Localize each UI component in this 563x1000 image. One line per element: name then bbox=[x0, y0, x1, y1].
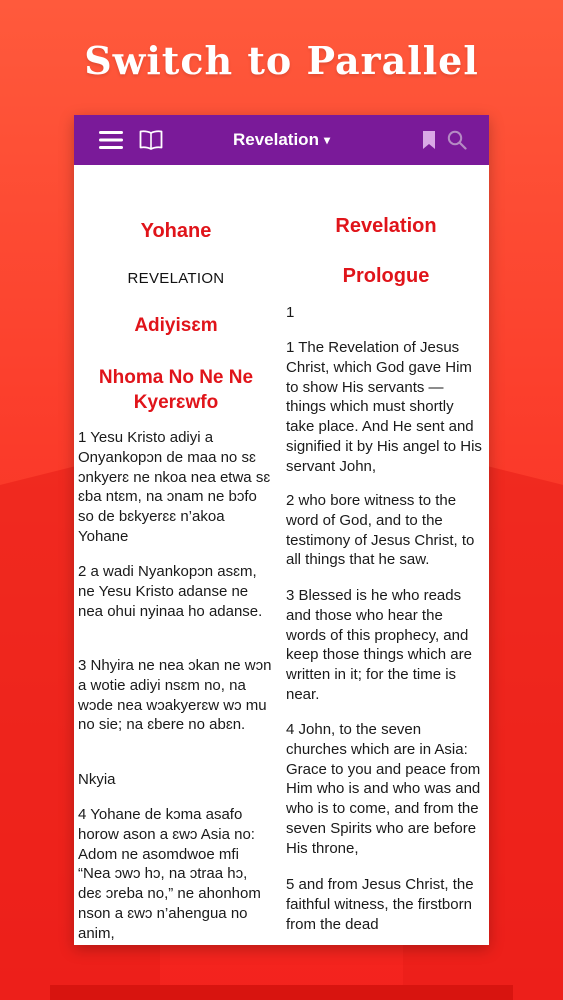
left-section-label: Nkyia bbox=[78, 771, 116, 788]
left-book-name: Yohane bbox=[140, 220, 212, 242]
right-translation-column bbox=[286, 165, 486, 945]
background-bottom-band bbox=[50, 985, 513, 1000]
chapter-number: 1 bbox=[286, 304, 295, 321]
left-section-heading: Adiyisɛm bbox=[134, 315, 218, 336]
right-verse-4[interactable]: 4 John, to the seven churches which are in Asia: Grace to you and peace from Him who is and who was and who is to come, and from the seven Spirits who are before His throne, bbox=[286, 721, 481, 857]
right-verse-5[interactable]: 5 and from Jesus Christ, the faithful witness, the firstborn from the dead bbox=[286, 876, 474, 933]
book-icon[interactable] bbox=[138, 115, 164, 165]
top-navbar bbox=[74, 115, 489, 165]
left-verse-2[interactable]: 2 a wadi Nyankopɔn asɛm, ne Yesu Kristo adanse ne nea ohui nyinaa ho adanse. bbox=[78, 563, 263, 620]
right-verse-1[interactable]: 1 The Revelation of Jesus Christ, which God gave Him to show His servants — things which must shortly take place. And He sent and signified it by His angel to His servant John, bbox=[286, 339, 482, 475]
book-title: Revelation bbox=[232, 130, 319, 149]
book-selector[interactable] bbox=[204, 115, 359, 165]
left-translation-column bbox=[78, 165, 274, 945]
search-icon[interactable] bbox=[446, 115, 468, 165]
bookmark-icon[interactable] bbox=[422, 115, 436, 165]
right-verse-3[interactable]: 3 Blessed is he who reads and those who hear the words of this prophecy, and keep those things which are written in it; for the time is near. bbox=[286, 587, 472, 703]
left-verse-1[interactable]: 1 Yesu Kristo adiyi a Onyankopɔn de maa no sɛ ɔnkyerɛ ne nkoa nea etwa sɛ ɛba ntɛm, na ɔnam ne bɔfo so de bɛkyerɛɛ n’akoa Yohane bbox=[78, 429, 271, 545]
right-verse-2[interactable]: 2 who bore witness to the word of God, and to the testimony of Jesus Christ, to all things that he saw. bbox=[286, 492, 475, 569]
left-subsection-heading: Nhoma No Ne Ne Kyerɛwfo bbox=[98, 367, 254, 413]
right-section-heading: Prologue bbox=[342, 265, 430, 287]
promo-headline: Switch to Parallel bbox=[84, 38, 479, 83]
menu-icon[interactable] bbox=[98, 115, 124, 165]
right-book-name: Revelation bbox=[335, 215, 437, 237]
left-verse-3[interactable]: 3 Nhyira ne nea ɔkan ne wɔn a wotie adiyi nsɛm no, na wɔde nea wɔakyerɛw wɔ mu no sie; na ɛbere no abɛn. bbox=[78, 657, 272, 734]
left-verse-4[interactable]: 4 Yohane de kɔma asafo horow ason a ɛwɔ Asia no: Adom ne asomdwoe mfi “Nea ɔwɔ hɔ, na ɔtraa hɔ, deɛ ɔreba no,” ne ahonhom nson a ɛwɔ n’ahengua no anim, bbox=[78, 806, 261, 942]
left-book-subtitle: REVELATION bbox=[127, 270, 225, 287]
chevron-down-icon: ▾ bbox=[323, 133, 330, 147]
app-screen bbox=[74, 115, 489, 945]
